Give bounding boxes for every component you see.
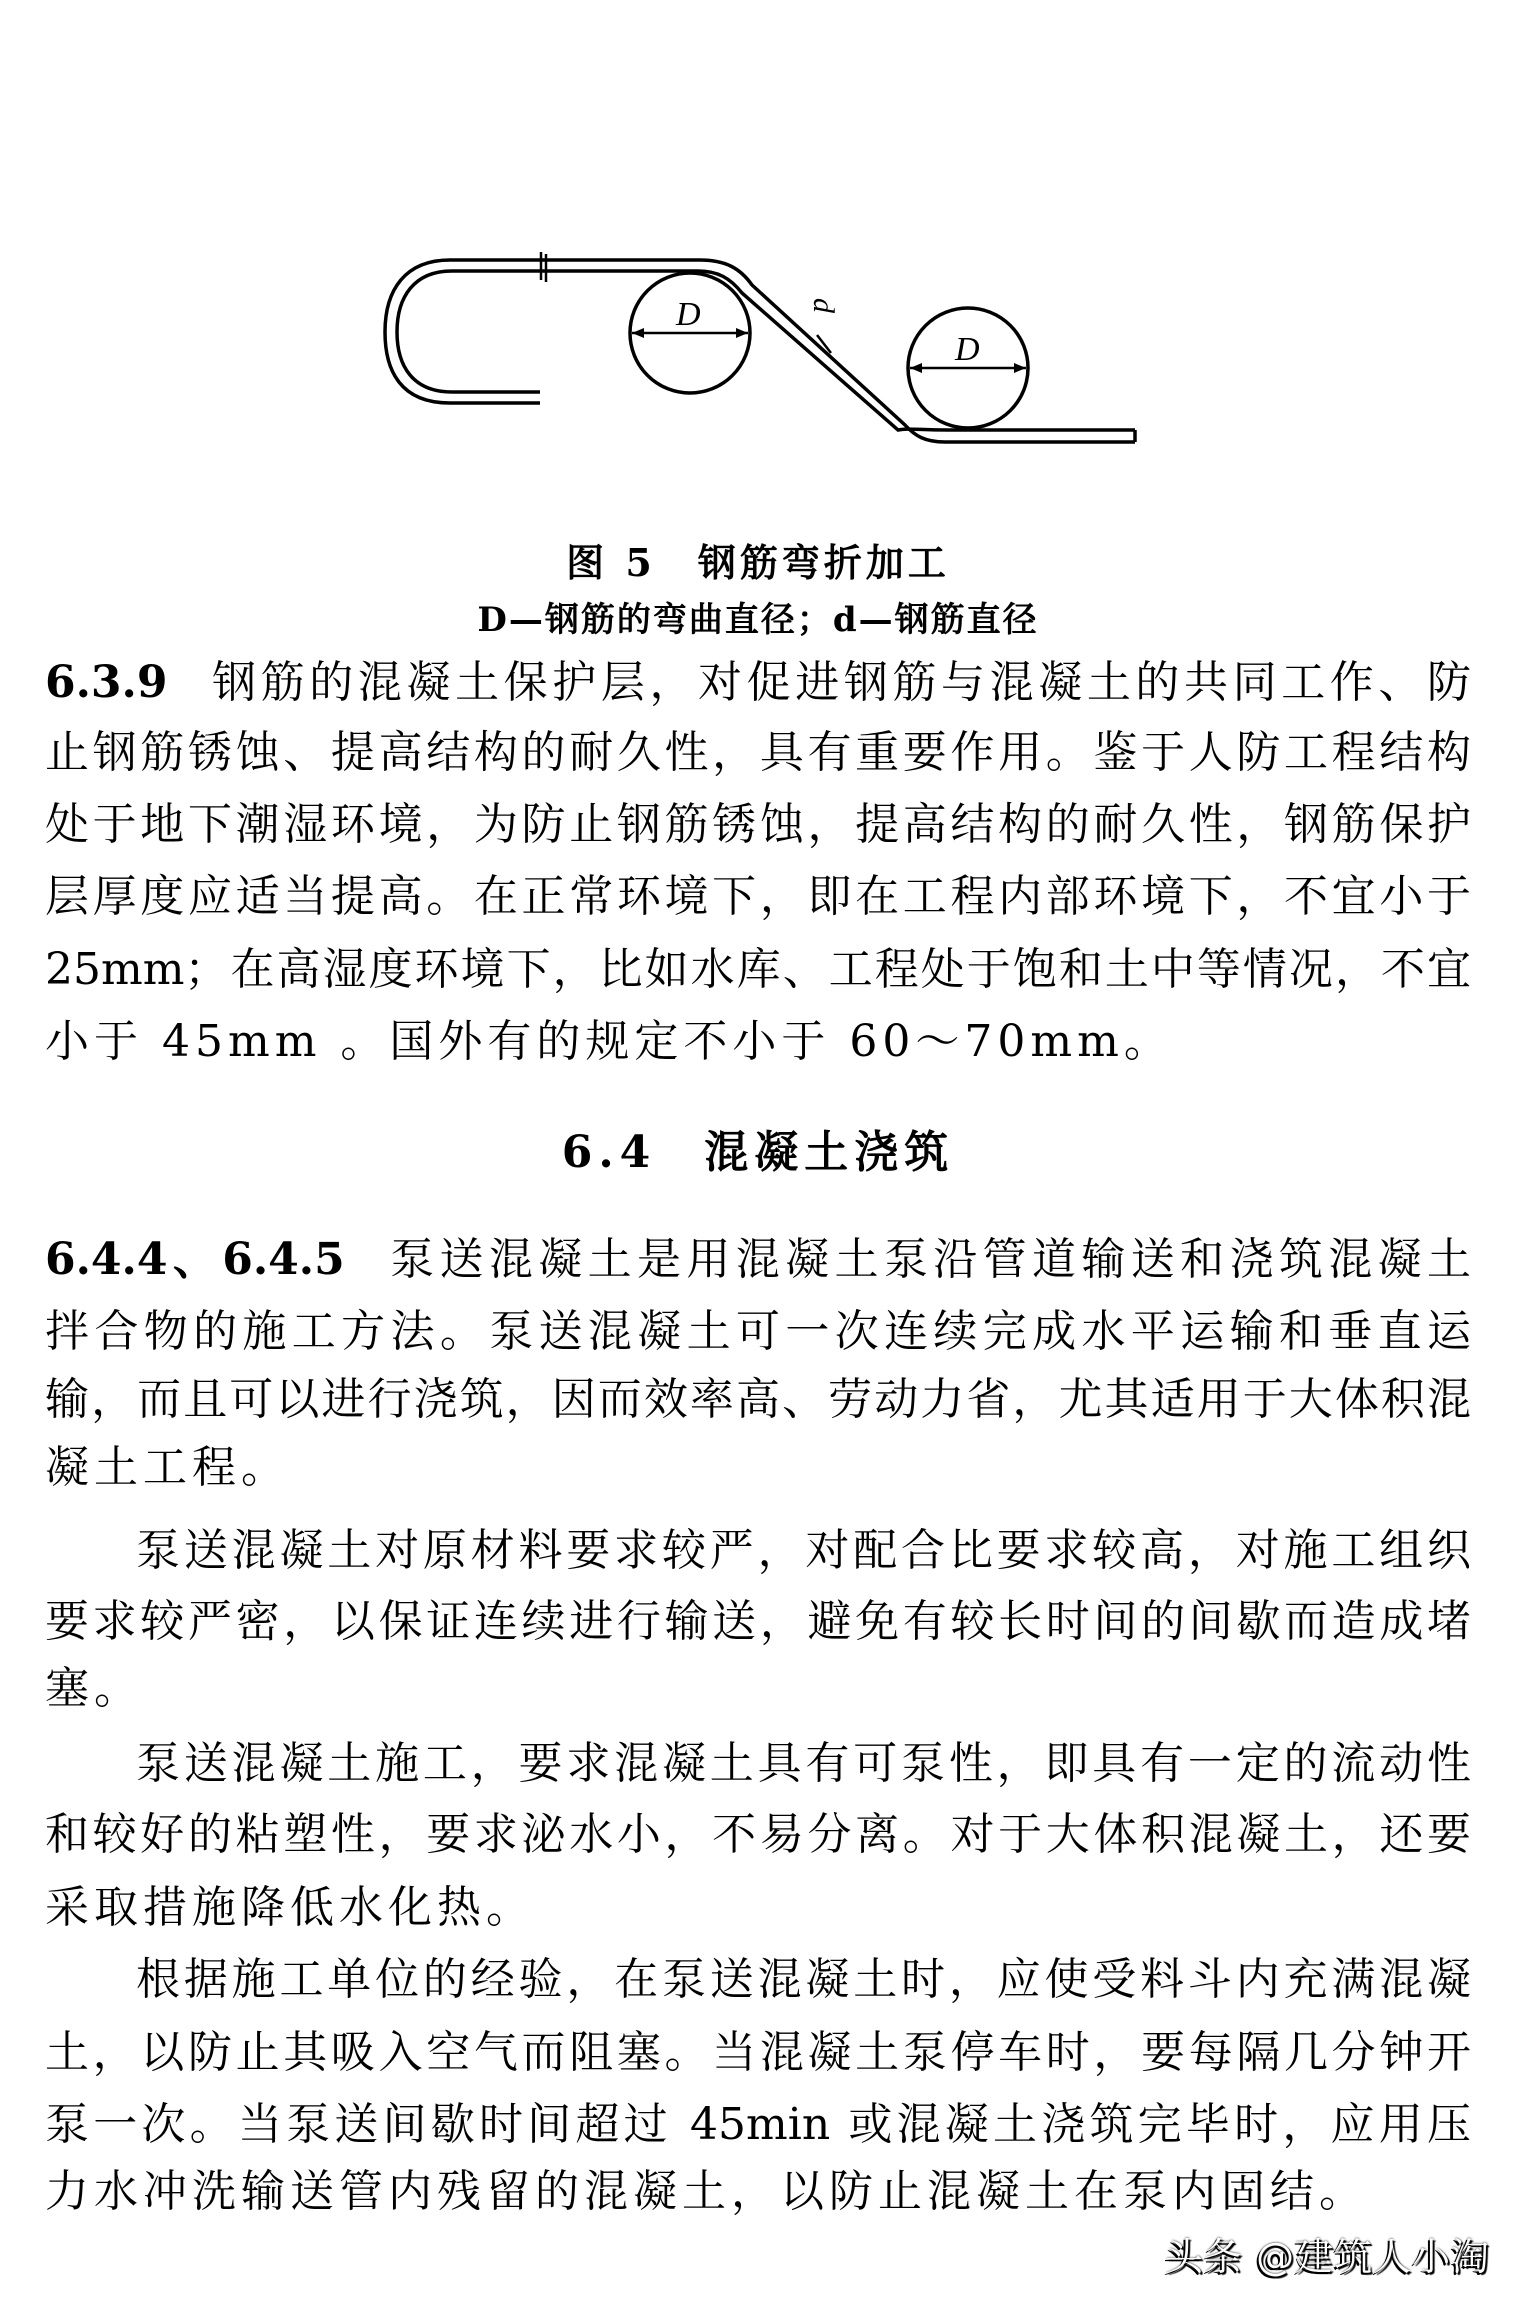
text-line: 凝土工程。 xyxy=(45,1442,290,1493)
text-line: 采取措施降低水化热。 xyxy=(45,1882,535,1933)
section-heading xyxy=(0,1123,1516,1183)
clause-number: 6.3.9 xyxy=(45,657,168,708)
text-line: 和较好的粘塑性，要求泌水小，不易分离。对于大体积混凝土，还要 xyxy=(45,1809,1471,1860)
text-line: 6.3.9 钢筋的混凝土保护层，对促进钢筋与混凝土的共同工作、防 xyxy=(45,657,1471,708)
text-line: 处于地下潮湿环境，为防止钢筋锈蚀，提高结构的耐久性，钢筋保护 xyxy=(45,799,1471,850)
watermark: 头条 @建筑人小淘 xyxy=(1165,2235,1491,2279)
label-D-1: D xyxy=(676,296,701,333)
rebar-bending-figure xyxy=(0,0,1516,500)
clause-number: 6.4.4、6.4.5 xyxy=(45,1234,345,1285)
text-line: 止钢筋锈蚀、提高结构的耐久性，具有重要作用。鉴于人防工程结构 xyxy=(45,727,1471,778)
text-line: 泵一次。当泵送间歇时间超过 45min 或混凝土浇筑完毕时，应用压 xyxy=(45,2099,1471,2150)
heading-title: 混凝土浇筑 xyxy=(704,1127,955,1178)
heading-number: 6.4 xyxy=(561,1127,657,1178)
text-line: 力水冲洗输送管内残留的混凝土，以防止混凝土在泵内固结。 xyxy=(45,2166,1368,2217)
text-line: 泵送混凝土施工，要求混凝土具有可泵性，即具有一定的流动性 xyxy=(136,1738,1471,1789)
text-line: 拌合物的施工方法。泵送混凝土可一次连续完成水平运输和垂直运 xyxy=(45,1306,1471,1357)
text-line: 要求较严密，以保证连续进行输送，避免有较长时间的间歇而造成堵 xyxy=(45,1596,1471,1647)
text-line: 层厚度应适当提高。在正常环境下，即在工程内部环境下，不宜小于 xyxy=(45,871,1471,922)
text-line: 6.4.4、6.4.5 泵送混凝土是用混凝土泵沿管道输送和浇筑混凝土 xyxy=(45,1234,1471,1285)
figure-caption-title: 图 5 钢筋弯折加工 xyxy=(566,540,950,585)
figure-caption-legend: D—钢筋的弯曲直径；d—钢筋直径 xyxy=(477,600,1039,640)
text-line: 塞。 xyxy=(45,1663,143,1714)
text-line: 小于 45mm 。国外有的规定不小于 60～70mm。 xyxy=(45,1016,1173,1067)
text-line: 泵送混凝土对原材料要求较严，对配合比要求较高，对施工组织 xyxy=(136,1525,1471,1576)
label-d: d xyxy=(807,298,840,313)
text-line: 输，而且可以进行浇筑，因而效率高、劳动力省，尤其适用于大体积混 xyxy=(45,1374,1471,1425)
rebar-outer-edge xyxy=(385,260,1135,442)
text-line: 25mm；在高湿度环境下，比如水库、工程处于饱和土中等情况，不宜 xyxy=(45,944,1471,995)
text-line: 根据施工单位的经验，在泵送混凝土时，应使受料斗内充满混凝 xyxy=(136,1954,1471,2005)
text-line: 土，以防止其吸入空气而阻塞。当混凝土泵停车时，要每隔几分钟开 xyxy=(45,2027,1471,2078)
label-D-2: D xyxy=(955,331,980,368)
